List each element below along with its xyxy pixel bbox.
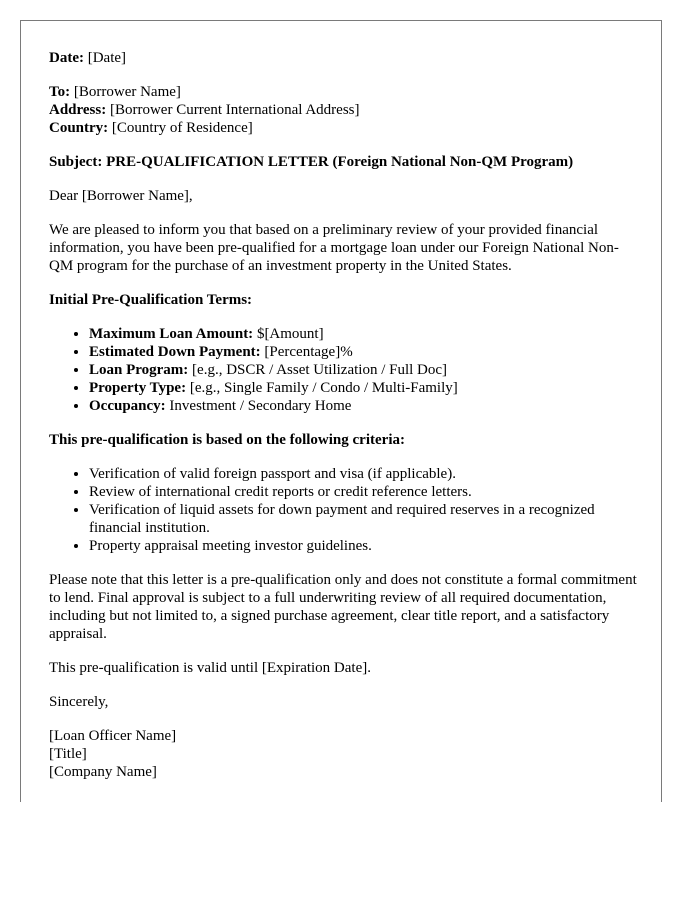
letter-content [49,49,639,797]
terms-heading [49,291,639,309]
list-item: • Property appraisal meeting investor guidelines. [89,537,639,555]
letter-page [20,20,662,802]
date-line [49,49,639,67]
subject-text: Subject: PRE-QUALIFICATION LETTER (Foreign National Non-QM Program) [49,154,574,170]
subject-line [49,153,639,171]
term-value: $[Amount] [253,326,324,342]
country-label: Country: [49,120,109,136]
term-value: [e.g., DSCR / Asset Utilization / Full Doc] [188,362,448,378]
address-label: Address: [49,102,107,118]
list-item [89,379,639,397]
terms-heading-text: Initial Pre-Qualification Terms: [49,292,253,308]
disclaimer-paragraph: Please note that this letter is a pre-qualification only and does not constitute a formal commitment to lend. Final approval is subject to a full underwriting review of all required documentation, including but not limited to, a signed purchase agreement, clear title report, and a satisfactory appraisal. [49,572,637,642]
terms-list [49,325,639,415]
list-item: • Review of international credit reports or credit reference letters. [89,483,639,501]
list-item: • Verification of liquid assets for down payment and required reserves in a recognized financial institution. [89,501,639,537]
criteria-heading-text: This pre-qualification is based on the following criteria: [49,432,405,448]
date-label: Date: [49,50,84,66]
term-value: [Percentage]% [260,344,353,360]
list-item [89,343,639,361]
country-value: [Country of Residence] [108,120,253,136]
salutation: Dear [Borrower Name], [49,188,193,204]
term-label: Occupancy: [89,398,166,414]
country-line [49,119,639,137]
date-value: [Date] [83,50,127,66]
list-item [89,361,639,379]
recipient-block [49,83,639,137]
list-item [89,397,639,415]
intro-paragraph: We are pleased to inform you that based on a preliminary review of your provided financial information, you have been pre-qualified for a mortgage loan under our Foreign National Non-QM program for the purchase of an investment property in the United States. [49,222,619,274]
validity-paragraph: This pre-qualification is valid until [Expiration Date]. [49,660,371,676]
closing: Sincerely, [49,694,109,710]
criteria-list [49,465,639,555]
term-label: Maximum Loan Amount: [89,326,254,342]
term-label: Loan Program: [89,362,189,378]
signer-company: [Company Name] [49,764,157,780]
term-value: Investment / Secondary Home [165,398,352,414]
address-line [49,101,639,119]
term-label: Estimated Down Payment: [89,344,261,360]
signer-title: [Title] [49,746,87,762]
term-label: Property Type: [89,380,187,396]
signature-block [49,727,639,781]
to-value: [Borrower Name] [70,84,181,100]
signer-name: [Loan Officer Name] [49,728,177,744]
address-value: [Borrower Current International Address] [106,102,360,118]
to-line [49,83,639,101]
criteria-heading [49,431,639,449]
to-label: To: [49,84,71,100]
list-item: • Verification of valid foreign passport and visa (if applicable). [89,465,639,483]
list-item [89,325,639,343]
term-value: [e.g., Single Family / Condo / Multi-Family] [186,380,458,396]
